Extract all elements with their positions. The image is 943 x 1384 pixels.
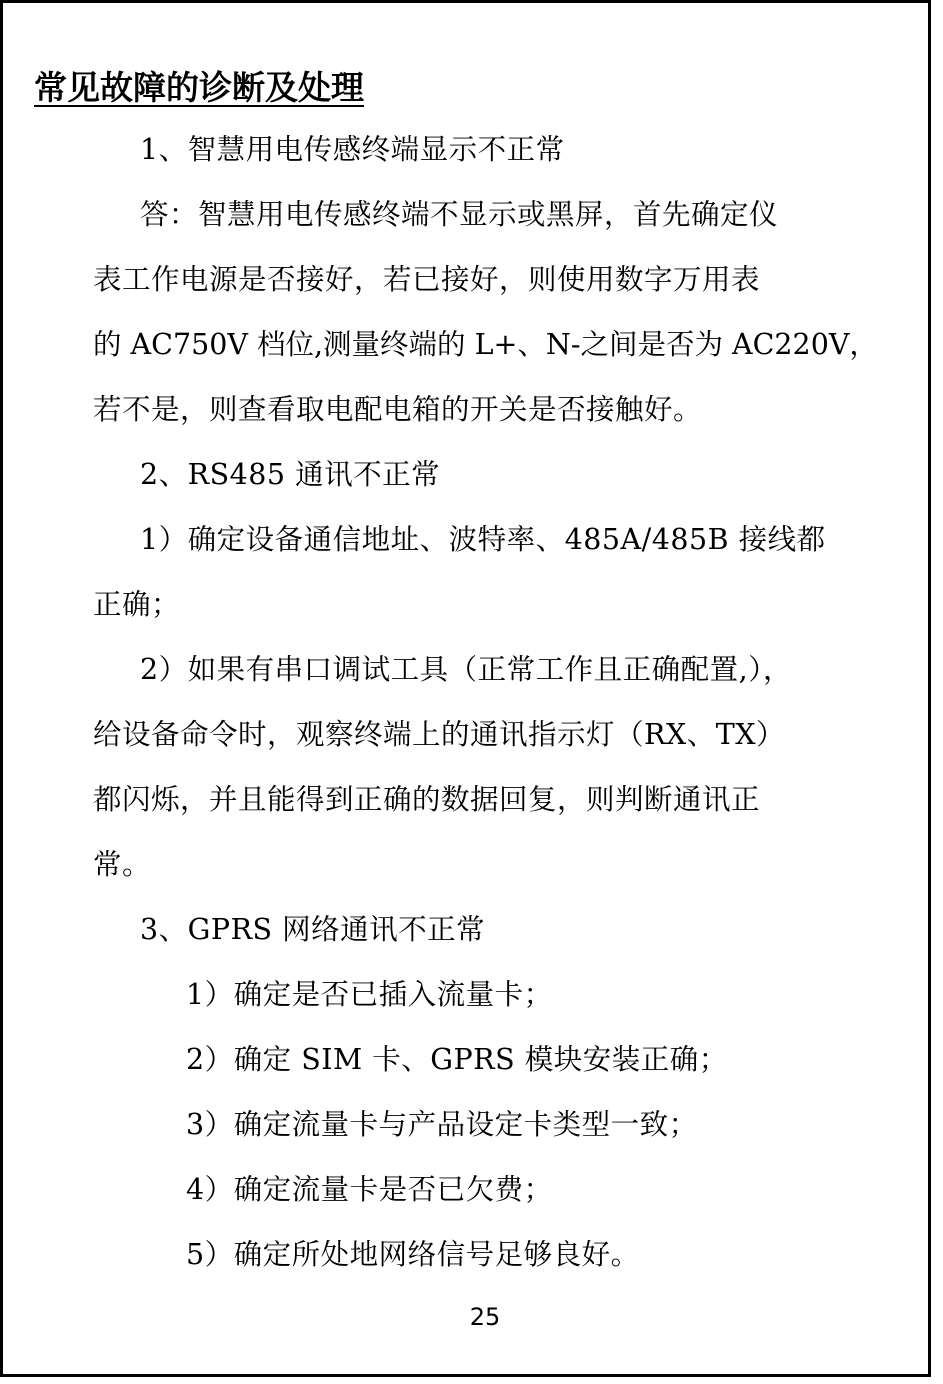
fault-2-step-1-line-2: 正确；	[93, 588, 181, 621]
fault-1-answer-line-1: 答：智慧用电传感终端不显示或黑屏，首先确定仪	[140, 198, 779, 231]
section-heading: 常见故障的诊断及处理	[34, 68, 364, 107]
fault-3-step-5: 5）确定所处地网络信号足够良好。	[186, 1238, 640, 1271]
fault-1-answer-line-3: 的 AC750V 档位,测量终端的 L+、N-之间是否为 AC220V，	[93, 328, 878, 361]
page-number: 25	[469, 1303, 501, 1331]
fault-3-title: 3、GPRS 网络通讯不正常	[140, 913, 486, 946]
fault-3-step-1: 1）确定是否已插入流量卡；	[186, 978, 553, 1011]
fault-2-step-2-line-1: 2）如果有串口调试工具（正常工作且正确配置,），	[140, 653, 792, 686]
fault-1-answer-line-2: 表工作电源是否接好，若已接好，则使用数字万用表	[93, 263, 761, 296]
fault-3-step-4: 4）确定流量卡是否已欠费；	[186, 1173, 553, 1206]
fault-1-title: 1、智慧用电传感终端显示不正常	[140, 133, 565, 166]
fault-1-answer-line-4: 若不是，则查看取电配电箱的开关是否接触好。	[93, 393, 703, 426]
fault-2-title: 2、RS485 通讯不正常	[140, 458, 441, 491]
fault-2-step-2-line-2: 给设备命令时，观察终端上的通讯指示灯（RX、TX）	[93, 718, 786, 751]
fault-2-step-2-line-3: 都闪烁，并且能得到正确的数据回复，则判断通讯正	[93, 783, 761, 816]
fault-2-step-2-line-4: 常。	[93, 848, 152, 881]
fault-3-step-3: 3）确定流量卡与产品设定卡类型一致；	[186, 1108, 698, 1141]
fault-3-step-2: 2）确定 SIM 卡、GPRS 模块安装正确；	[186, 1043, 728, 1076]
fault-2-step-1-line-1: 1）确定设备通信地址、波特率、485A/485B 接线都	[140, 523, 826, 556]
